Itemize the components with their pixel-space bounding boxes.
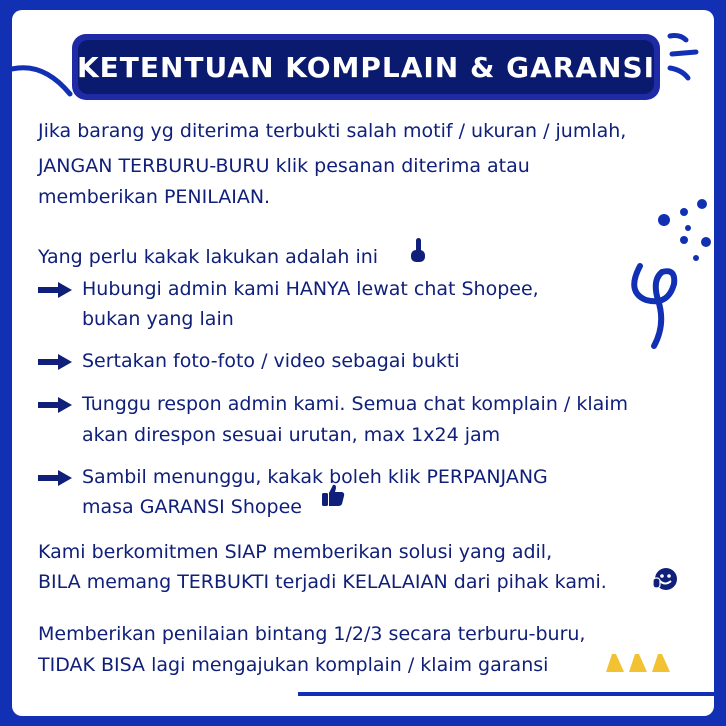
thumbs-up-icon (320, 482, 346, 508)
arrow-right-icon (38, 397, 72, 413)
decorative-sparks-right (662, 30, 714, 90)
step-4-line-1: Sambil menunggu, kakak boleh klik PERPANJANG (82, 466, 548, 488)
commitment-line-2: BILA memang TERBUKTI terjadi KELALAIAN dari pihak kami. (38, 571, 607, 593)
smiling-face-icon (652, 566, 678, 592)
arrow-right-icon (38, 470, 72, 486)
decorative-dots-curl (618, 196, 714, 356)
praying-hands-icon (602, 650, 672, 674)
step-2-line-1: Sertakan foto-foto / video sebagai bukti (82, 350, 460, 372)
arrow-right-icon (38, 282, 72, 298)
step-3-line-2: akan direspon sesuai urutan, max 1x24 jam (82, 424, 501, 446)
step-1-line-2: bukan yang lain (82, 308, 234, 330)
intro-line-2: JANGAN TERBURU-BURU klik pesanan diterima atau (38, 155, 530, 177)
arrow-right-icon (38, 354, 72, 370)
warning-line-2: TIDAK BISA lagi mengajukan komplain / klaim garansi (38, 654, 549, 676)
title-banner-inner (78, 40, 654, 94)
warning-line-1: Memberikan penilaian bintang 1/2/3 secara terburu-buru, (38, 623, 586, 645)
bottom-divider (298, 692, 714, 696)
intro-line-3: memberikan PENILAIAN. (38, 186, 271, 208)
step-1-line-1: Hubungi admin kami HANYA lewat chat Shopee, (82, 278, 539, 300)
step-4-line-2: masa GARANSI Shopee (82, 496, 302, 518)
commitment-line-1: Kami berkomitmen SIAP memberikan solusi yang adil, (38, 541, 553, 563)
page-title: KETENTUAN KOMPLAIN & GARANSI (76, 50, 656, 84)
pointing-down-hand-icon (408, 236, 428, 266)
step-3-line-1: Tunggu respon admin kami. Semua chat komplain / klaim (82, 393, 629, 415)
title-banner (72, 34, 660, 100)
steps-heading: Yang perlu kakak lakukan adalah ini (38, 246, 379, 268)
intro-line-1: Jika barang yg diterima terbukti salah motif / ukuran / jumlah, (38, 120, 627, 142)
announcement-card (12, 10, 714, 716)
